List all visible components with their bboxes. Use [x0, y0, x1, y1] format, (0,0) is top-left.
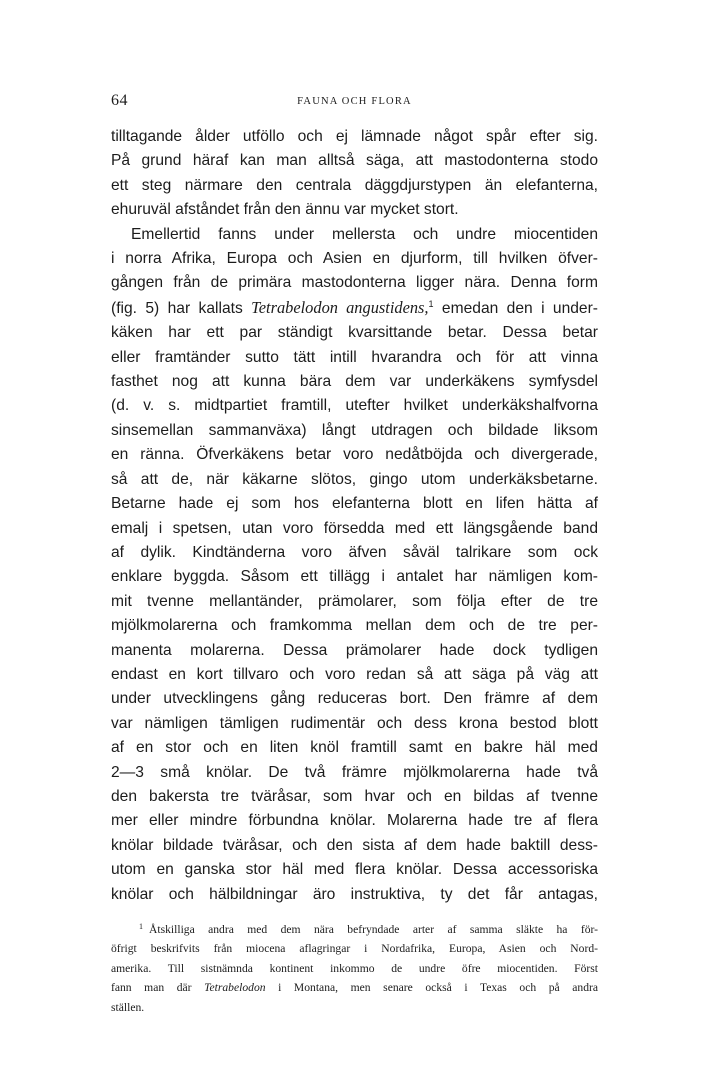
text-line: så att de, när käkarne slötos, gingo utom underkäksbetarne. — [111, 470, 598, 488]
text-line: tilltagande ålder utföllo och ej lämnade något spår efter sig. — [111, 128, 598, 145]
line-text: Åtskilliga andra med dem nära befryndade arter af samma släkte ha för- — [149, 923, 598, 936]
text-line: eller framtänder sutto tätt intill hvarandra och för att vinna — [111, 348, 598, 366]
body-text — [111, 125, 598, 907]
text-line: ehuruväl afståndet från den ännu var mycket stort. — [111, 201, 459, 219]
line-text: fann man där — [111, 981, 205, 995]
text-line: var nämligen tämligen rudimentär och dess krona bestod blott — [111, 714, 598, 732]
text-line: emalj i spetsen, utan voro försedda med ett längsgående band — [111, 519, 598, 537]
text-line-with-genus — [111, 296, 598, 321]
text-line: ett steg närmare den centrala däggdjurstypen än elefanterna, — [111, 176, 598, 194]
text-line: 2—3 små knölar. De två främre mjölkmolarerna hade två — [111, 763, 598, 781]
page-number: 64 — [111, 92, 128, 109]
footnote-line: öfrigt beskrifvits från miocena aflagringar i Nordafrika, Europa, Asien och Nord- — [111, 942, 598, 956]
text-line: knölar och hälbildningar äro instruktiva, ty det får antagas, — [111, 885, 598, 903]
text-line: endast en kort tillvaro och voro redan så att säga på väg att — [111, 665, 598, 683]
running-title: FAUNA OCH FLORA — [297, 96, 412, 107]
genus-name: Tetrabelodon — [204, 981, 266, 995]
footnote-line — [111, 920, 598, 939]
text-line: mer eller mindre förbundna knölar. Molarerna hade tre af flera — [111, 812, 598, 830]
species-name: Tetrabelodon angustidens, — [251, 297, 429, 317]
text-line: i norra Afrika, Europa och Asien en djurform, till hvilken öfver- — [111, 250, 598, 268]
text-line: af dylik. Kindtänderna voro äfven såväl talrikare som ock — [111, 543, 598, 561]
text-line: utom en ganska stor häl med flera knölar. Dessa accessoriska — [111, 861, 598, 879]
text-line: fasthet nog att kunna bära dem var underkäkens symfysdel — [111, 373, 598, 391]
footnote-marker: 1 — [139, 922, 143, 931]
text-line: af en stor och en liten knöl framtill samt en bakre häl med — [111, 739, 598, 757]
footnote-line — [111, 978, 598, 997]
text-line: gången från de primära mastodonterna ligger nära. Denna form — [111, 274, 598, 292]
book-page — [111, 88, 598, 1017]
footnote-line: ställen. — [111, 1000, 145, 1014]
text-line: enklare byggda. Såsom ett tillägg i antalet har nämligen kom- — [111, 568, 598, 586]
text-line: under utvecklingens gång reduceras bort. Den främre af dem — [111, 690, 598, 708]
footnote — [111, 920, 598, 1017]
text-line: mit tvenne mellantänder, prämolarer, som följa efter de tre — [111, 592, 598, 610]
text-line: en ränna. Öfverkäkens betar voro nedåtböjda och divergerade, — [111, 446, 598, 464]
text-line: knölar bildade tväråsar, och den sista af dem hade baktill dess- — [111, 836, 598, 854]
text-line: den bakersta tre tväråsar, som hvar och en bildas af tvenne — [111, 787, 598, 805]
text-line: käken har ett par ständigt kvarsittande betar. Dessa betar — [111, 324, 598, 342]
text-line: Betarne hade ej som hos elefanterna blott en lifen hätta af — [111, 495, 598, 513]
footnote-line: amerika. Till sistnämnda kontinent inkommo de undre öfre miocentiden. Först — [111, 961, 598, 975]
text-line: sinsemellan sammanväxa) långt utdragen och bildade liksom — [111, 421, 598, 439]
footnote-reference: 1 — [428, 298, 434, 309]
text-line: mjölkmolarerna och framkomma mellan dem och de tre per- — [111, 617, 598, 635]
text-line: manenta molarerna. Dessa prämolarer hade dock tydligen — [111, 641, 598, 659]
text-line: Emellertid fanns under mellersta och undre miocentiden — [131, 225, 598, 243]
line-text: emedan den i under- — [433, 299, 598, 317]
text-line: (d. v. s. midtpartiet framtill, utefter hvilket underkäkshalfvorna — [111, 397, 598, 415]
line-text: i Montana, men senare också i Texas och på andra — [265, 981, 599, 995]
line-text: (fig. 5) har kallats — [111, 299, 252, 317]
running-header — [111, 88, 598, 114]
text-line: På grund häraf kan man alltså säga, att mastodonterna stodo — [111, 152, 598, 170]
